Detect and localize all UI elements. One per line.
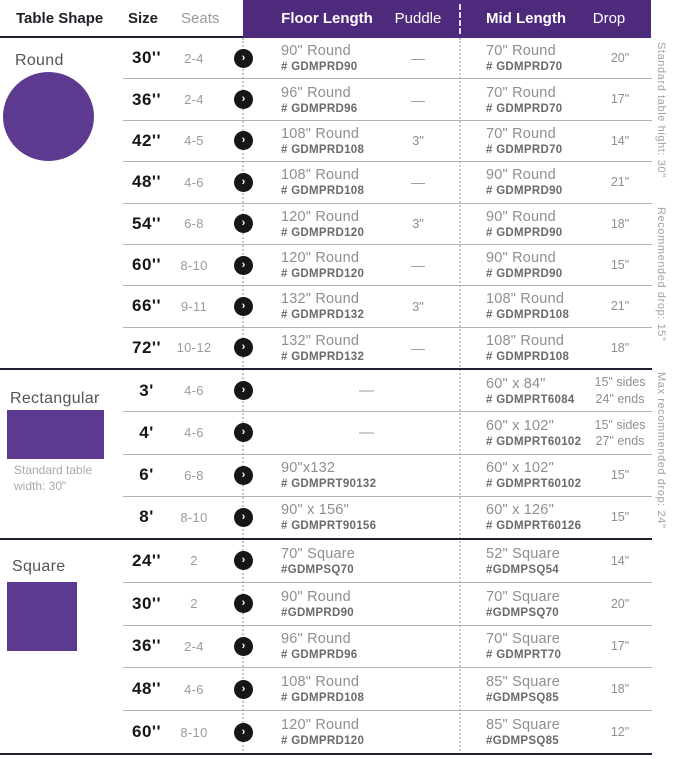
drop-value: 24" ends [595,391,645,406]
size-value: 66'' [132,296,161,316]
floor-length-cell [268,460,378,490]
drop-value: 17" [610,639,630,654]
mid-item-number: # GDMPRT60102 [486,478,582,491]
arrow-cell [218,680,268,699]
arrow-cell [218,466,268,485]
section-label: Square [12,558,66,575]
mid-item-number: # GDMPRD108 [486,309,570,322]
section-rows [123,370,652,538]
table-row [123,38,652,78]
floor-length-cell [268,382,378,399]
drop-value: 18" [610,682,630,697]
table-row [123,120,652,161]
drop-value: 15" sides [594,375,646,390]
drop-value: 15" [610,510,630,525]
floor-length-dash: — [359,424,374,442]
floor-length-cell [268,167,378,197]
seats-value: 2 [190,553,198,569]
size-value: 72'' [132,337,161,357]
mid-item-number: # GDMPRD90 [486,268,563,281]
drop-value: 15" [610,257,630,272]
mid-item-number: #GDMPSQ54 [486,563,560,576]
drop-cell [588,724,652,740]
mid-item-number: #GDMPSQ85 [486,735,560,748]
arrow-circle-icon: › [234,551,253,570]
arrow-cell [218,214,268,233]
drop-cell [588,340,652,356]
arrow-cell [218,637,268,656]
drop-value: 18" [610,216,630,231]
table-row [123,244,652,285]
arrow-cell [218,723,268,742]
mid-length-cell [458,674,588,704]
square-shape-swatch [7,582,77,651]
arrow-circle-icon: › [234,214,253,233]
shape-cell-rectangular [0,370,123,538]
mid-item-number: #GDMPSQ85 [486,692,560,705]
col-header-size: Size [128,10,159,27]
floor-length-value: 90" Round [281,43,351,60]
mid-length-value: 70" Square [486,588,561,605]
mid-length-value: 90" Round [486,208,556,225]
floor-length-value: 70" Square [281,545,356,562]
header-left [0,0,243,38]
mid-length-value: 70" Round [486,84,556,101]
puddle-cell [378,174,458,190]
side-note [655,42,667,742]
size-value: 36'' [132,89,161,109]
mid-length-value: 70" Round [486,125,556,142]
mid-length-cell [458,502,588,532]
size-value: 3' [139,380,154,400]
floor-length-dash: — [359,382,374,400]
shape-cell-round [0,38,123,368]
section-square [0,540,652,755]
mid-length-value: 70" Round [486,43,556,60]
floor-length-cell [268,502,378,532]
arrow-circle-icon: › [234,173,253,192]
floor-length-cell [268,85,378,115]
mid-item-number: # GDMPRD70 [486,61,563,74]
mid-length-cell [458,209,588,239]
drop-cell [588,681,652,697]
col-header-table-shape: Table Shape [16,10,104,27]
arrow-circle-icon: › [234,381,253,400]
mid-length-value: 60" x 126" [486,502,554,519]
floor-length-value: 108" Round [281,167,360,184]
floor-item-number: # GDMPRD96 [281,649,358,662]
mid-length-cell [458,250,588,280]
section-rows [123,38,652,368]
mid-length-cell [458,376,588,406]
floor-item-number: #GDMPRD90 [281,606,354,619]
size-value: 30'' [132,48,161,68]
floor-item-number: # GDMPRD120 [281,735,365,748]
drop-cell [588,133,652,149]
mid-length-value: 108" Round [486,332,565,349]
floor-length-value: 90" x 156" [281,502,349,519]
arrow-circle-icon: › [234,637,253,656]
floor-item-number: #GDMPSQ70 [281,563,355,576]
floor-length-value: 120" Round [281,717,360,734]
floor-item-number: # GDMPRD90 [281,61,358,74]
side-note-recommended-drop: Recommended drop: 15" [655,207,667,342]
drop-value: 20" [610,596,630,611]
floor-length-cell [268,674,378,704]
table-row [123,411,652,453]
table-row [123,582,652,625]
table-row [123,625,652,668]
mid-item-number: # GDMPRD90 [486,226,563,239]
drop-cell [588,374,652,407]
seats-value: 8-10 [180,724,208,740]
floor-length-cell [268,250,378,280]
mid-length-cell [458,546,588,576]
arrow-circle-icon: › [234,508,253,527]
mid-length-value: 60" x 102" [486,417,554,434]
mid-item-number: #GDMPSQ70 [486,606,560,619]
shape-caption-line: Standard table [14,463,93,477]
table-row [123,667,652,710]
seats-value: 9-11 [180,298,208,314]
puddle-cell [378,50,458,66]
table-row [123,710,652,753]
size-value: 24'' [132,550,161,570]
floor-item-number: # GDMPRD120 [281,268,365,281]
drop-value: 17" [610,92,630,107]
floor-item-number: # GDMPRT90132 [281,478,377,491]
rect-shape-swatch [7,410,104,459]
drop-cell [588,91,652,107]
mid-length-cell [458,717,588,747]
size-value: 48'' [132,172,161,192]
table-row [123,285,652,326]
floor-item-number: # GDMPRD108 [281,143,365,156]
floor-length-cell [268,717,378,747]
floor-item-number: # GDMPRD120 [281,226,365,239]
puddle-dash: — [411,91,425,108]
mid-length-value: 85" Square [486,674,561,691]
size-value: 36'' [132,636,161,656]
mid-length-cell [458,631,588,661]
mid-length-value: 90" Round [486,167,556,184]
puddle-cell [378,92,458,108]
arrow-cell [218,131,268,150]
arrow-circle-icon: › [234,49,253,68]
section-label: Rectangular [10,390,100,407]
mid-item-number: # GDMPRD108 [486,350,570,363]
arrow-cell [218,381,268,400]
seats-value: 6-8 [184,467,204,483]
puddle-dash: — [411,174,425,191]
floor-length-cell [268,589,378,619]
arrow-cell [218,49,268,68]
mid-length-cell [458,333,588,363]
table-row [123,78,652,119]
drop-value: 21" [610,299,630,314]
seats-value: 2-4 [184,92,204,108]
puddle-cell [378,133,458,148]
mid-length-value: 90" Round [486,250,556,267]
drop-cell [588,467,652,483]
floor-length-value: 90" Round [281,588,351,605]
arrow-circle-icon: › [234,256,253,275]
col-header-mid-length: Mid Length [486,10,566,27]
table-row [123,161,652,202]
arrow-circle-icon: › [234,723,253,742]
floor-length-cell [268,333,378,363]
drop-cell [588,50,652,66]
header-dashed-divider [459,4,461,34]
size-value: 54'' [132,213,161,233]
mid-length-value: 70" Square [486,631,561,648]
puddle-value: 3" [412,133,424,149]
seats-value: 6-8 [184,216,204,232]
floor-length-value: 108" Round [281,125,360,142]
floor-length-value: 120" Round [281,208,360,225]
size-value: 48'' [132,679,161,699]
floor-length-value: 108" Round [281,674,360,691]
floor-length-value: 90"x132 [281,460,336,477]
seats-value: 8-10 [180,257,208,273]
mid-item-number: # GDMPRT6084 [486,393,575,406]
size-value: 60'' [132,255,161,275]
seats-value: 4-6 [184,681,204,697]
col-header-floor-length: Floor Length [281,10,373,27]
arrow-circle-icon: › [234,297,253,316]
arrow-circle-icon: › [234,466,253,485]
arrow-circle-icon: › [234,423,253,442]
col-header-drop: Drop [592,10,626,27]
floor-length-cell [268,43,378,73]
floor-item-number: # GDMPRD108 [281,692,365,705]
floor-length-cell [268,631,378,661]
seats-value: 10-12 [176,340,212,356]
section-round [0,38,652,370]
arrow-cell [218,338,268,357]
floor-length-value: 96" Round [281,631,351,648]
mid-length-value: 108" Round [486,291,565,308]
section-rows [123,540,652,753]
drop-value: 20" [610,51,630,66]
table-row [123,540,652,582]
mid-item-number: # GDMPRD70 [486,143,563,156]
puddle-cell [378,257,458,273]
mid-length-value: 52" Square [486,545,561,562]
size-value: 30'' [132,593,161,613]
mid-item-number: # GDMPRD90 [486,185,563,198]
shape-caption [14,462,92,494]
mid-length-cell [458,291,588,321]
drop-cell [588,257,652,273]
drop-value: 27" ends [595,433,645,448]
puddle-cell [378,216,458,231]
drop-value: 14" [610,133,630,148]
floor-length-value: 132" Round [281,332,360,349]
table-row [123,454,652,496]
floor-item-number: # GDMPRD132 [281,309,365,322]
arrow-cell [218,297,268,316]
mid-length-cell [458,589,588,619]
table-row [123,203,652,244]
arrow-cell [218,423,268,442]
drop-cell [588,216,652,232]
col-header-puddle: Puddle [394,10,442,27]
mid-length-value: 60" x 102" [486,460,554,477]
side-note-max-drop: Max recommended drop: 24" [655,371,667,529]
arrow-cell [218,256,268,275]
puddle-value: 3" [412,298,424,314]
floor-item-number: # GDMPRT90156 [281,520,377,533]
floor-item-number: # GDMPRD108 [281,185,365,198]
drop-cell [588,596,652,612]
floor-length-value: 96" Round [281,84,351,101]
seats-value: 8-10 [180,509,208,525]
circle-shape-swatch [3,72,94,161]
seats-value: 2-4 [184,50,204,66]
seats-value: 2 [190,596,198,612]
col-header-seats: Seats [181,10,220,27]
size-value: 60'' [132,722,161,742]
size-value: 6' [139,465,154,485]
size-value: 8' [139,507,154,527]
floor-length-cell [268,209,378,239]
floor-length-cell [268,291,378,321]
mid-length-cell [458,460,588,490]
drop-cell [588,174,652,190]
puddle-value: 3" [412,216,424,232]
mid-item-number: # GDMPRT60102 [486,435,582,448]
seats-value: 4-5 [184,133,204,149]
section-rectangular [0,370,652,540]
shape-caption-line: width: 30" [14,479,67,494]
arrow-cell [218,551,268,570]
seats-value: 4-6 [184,174,204,190]
drop-cell [588,509,652,525]
arrow-circle-icon: › [234,338,253,357]
mid-item-number: # GDMPRD70 [486,102,563,115]
arrow-circle-icon: › [234,90,253,109]
puddle-dash: — [411,257,425,274]
mid-item-number: # GDMPRT70 [486,649,562,662]
floor-length-value: 132" Round [281,291,360,308]
puddle-dash: — [411,50,425,67]
arrow-circle-icon: › [234,131,253,150]
table-row [123,496,652,538]
floor-length-cell [268,126,378,156]
arrow-cell [218,90,268,109]
size-value: 4' [139,422,154,442]
drop-value: 15" [610,468,630,482]
puddle-cell [378,299,458,314]
drop-cell [588,638,652,654]
seats-value: 2-4 [184,638,204,654]
arrow-cell [218,508,268,527]
drop-cell [588,553,652,569]
table-row [123,327,652,368]
arrow-cell [218,594,268,613]
mid-length-cell [458,167,588,197]
table-row [123,370,652,411]
mid-length-cell [458,418,588,448]
mid-length-value: 60" x 84" [486,375,546,392]
floor-length-value: 120" Round [281,250,360,267]
puddle-cell [378,340,458,356]
floor-item-number: # GDMPRD132 [281,350,365,363]
mid-length-cell [458,85,588,115]
drop-value: 14" [610,553,630,568]
drop-value: 12" [610,724,630,739]
arrow-circle-icon: › [234,594,253,613]
floor-length-cell [268,546,378,576]
mid-length-value: 85" Square [486,717,561,734]
drop-value: 21" [610,175,630,190]
drop-value: 18" [610,340,630,355]
side-note-standard-height: Standard table hight: 30" [655,42,667,178]
drop-value: 15" sides [594,417,646,432]
floor-length-cell [268,424,378,441]
drop-cell [588,417,652,450]
size-value: 42'' [132,130,161,150]
header-band [243,0,651,38]
arrow-circle-icon: › [234,680,253,699]
seats-value: 4-6 [184,383,204,399]
drop-cell [588,298,652,314]
mid-item-number: # GDMPRT60126 [486,520,582,533]
floor-item-number: # GDMPRD96 [281,102,358,115]
mid-length-cell [458,126,588,156]
section-label: Round [15,52,64,69]
shape-cell-square [0,540,123,753]
mid-length-cell [458,43,588,73]
puddle-dash: — [411,339,425,356]
seats-value: 4-6 [184,425,204,441]
arrow-cell [218,173,268,192]
